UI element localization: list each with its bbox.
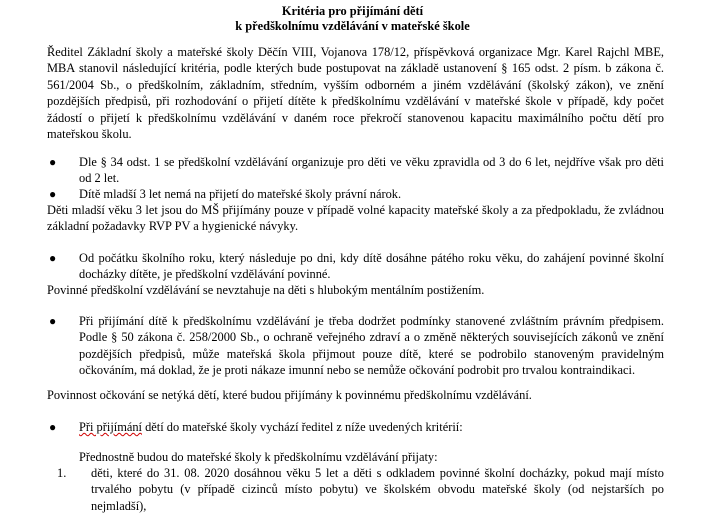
intro-paragraph: Ředitel Základní školy a mateřské školy Děčín VIII, Vojanova 178/12, příspěvková organizace Mgr. Karel Rajchl MBE, MBA stanovil následující kritéria, podle kterých bude postupovat na základě ustanovení § 165 odst. 2 písm. b zákona č. 561/2004 Sb., o předškolním, základním, středním, vyšším odborném a jiném vzdělávání (školský zákon), ve znění pozdějších předpisů, při rozhodování o přijetí dítěte k předškolnímu vzdělávání v mateřské škole v případě, kdy počet žádostí o přijetí k předškolnímu vzdělávání v daném roce překročí stanovenou kapacitu maximálního počtu dětí pro mateřskou školu. [47, 45, 664, 142]
priority-intro: Přednostně budou do mateřské školy k předškolnímu vzdělávání přijaty: [79, 450, 438, 464]
bullet-age-range: Dle § 34 odst. 1 se předškolní vzdělávání organizuje pro děti ve věku zpravidla od 3 do 6 let, nejdříve však pro děti od 2 let. [79, 155, 664, 186]
bullet-icon: ● [49, 251, 57, 265]
bullet-under-three: Dítě mladší 3 let nemá na přijetí do mateřské školy právní nárok. [79, 187, 402, 201]
spellcheck-flagged-word[interactable]: Při přijímání [79, 420, 142, 434]
numbered-item-marker: 1. [57, 466, 67, 480]
bullet-icon: ● [49, 314, 57, 328]
paragraph-vaccination-exemption: Povinnost očkování se netýká dětí, které budou přijímány k povinnému předškolnímu vzdělávání. [47, 388, 532, 402]
bullet-admission-criteria [79, 419, 664, 435]
bullet-icon: ● [49, 187, 57, 201]
document-title-line-2: k předškolnímu vzdělávání v mateřské škole [235, 19, 470, 33]
numbered-item-1: děti, které do 31. 08. 2020 dosáhnou věku 5 let a děti s odkladem povinné školní docházky, pokud mají místo trvalého pobytu (v případě cizinců místo pobytu) ve školském obvodu mateřské školy (od nejstarších po nejmladší), [91, 466, 664, 513]
paragraph-under-three: Děti mladší věku 3 let jsou do MŠ přijímány pouze v případě volné kapacity mateřské školy a za předpokladu, že zvládnou základní požadavky RVP PV a hygienické návyky. [47, 203, 664, 234]
document-title-line-1: Kritéria pro přijímání dětí [281, 4, 424, 18]
bullet-admission-criteria-text: dětí do mateřské školy vychází ředitel z níže uvedených kritérií: [141, 420, 463, 434]
paragraph-disability-exemption: Povinné předškolní vzdělávání se nevztahuje na děti s hlubokým mentálním postižením. [47, 283, 485, 297]
bullet-icon: ● [49, 420, 57, 434]
bullet-vaccination-conditions: Při přijímání dítě k předškolnímu vzdělávání je třeba dodržet podmínky stanovené zvláštním právním předpisem. Podle § 50 zákona č. 258/2000 Sb., o ochraně veřejného zdraví a o změně některých souvisejících zákonů ve znění pozdějších předpisů, může mateřská škola přijmout pouze dítě, které se podrobilo stanoveným pravidelným očkováním, má doklad, že je proti nákaze imunní nebo se nemůže očkování podrobit pro trvalou kontraindikaci. [79, 314, 664, 378]
bullet-icon: ● [49, 155, 57, 169]
bullet-compulsory-education: Od počátku školního roku, který následuje po dni, kdy dítě dosáhne pátého roku věku, do zahájení povinné školní docházky dítěte, je předškolní vzdělávání povinné. [79, 251, 664, 282]
